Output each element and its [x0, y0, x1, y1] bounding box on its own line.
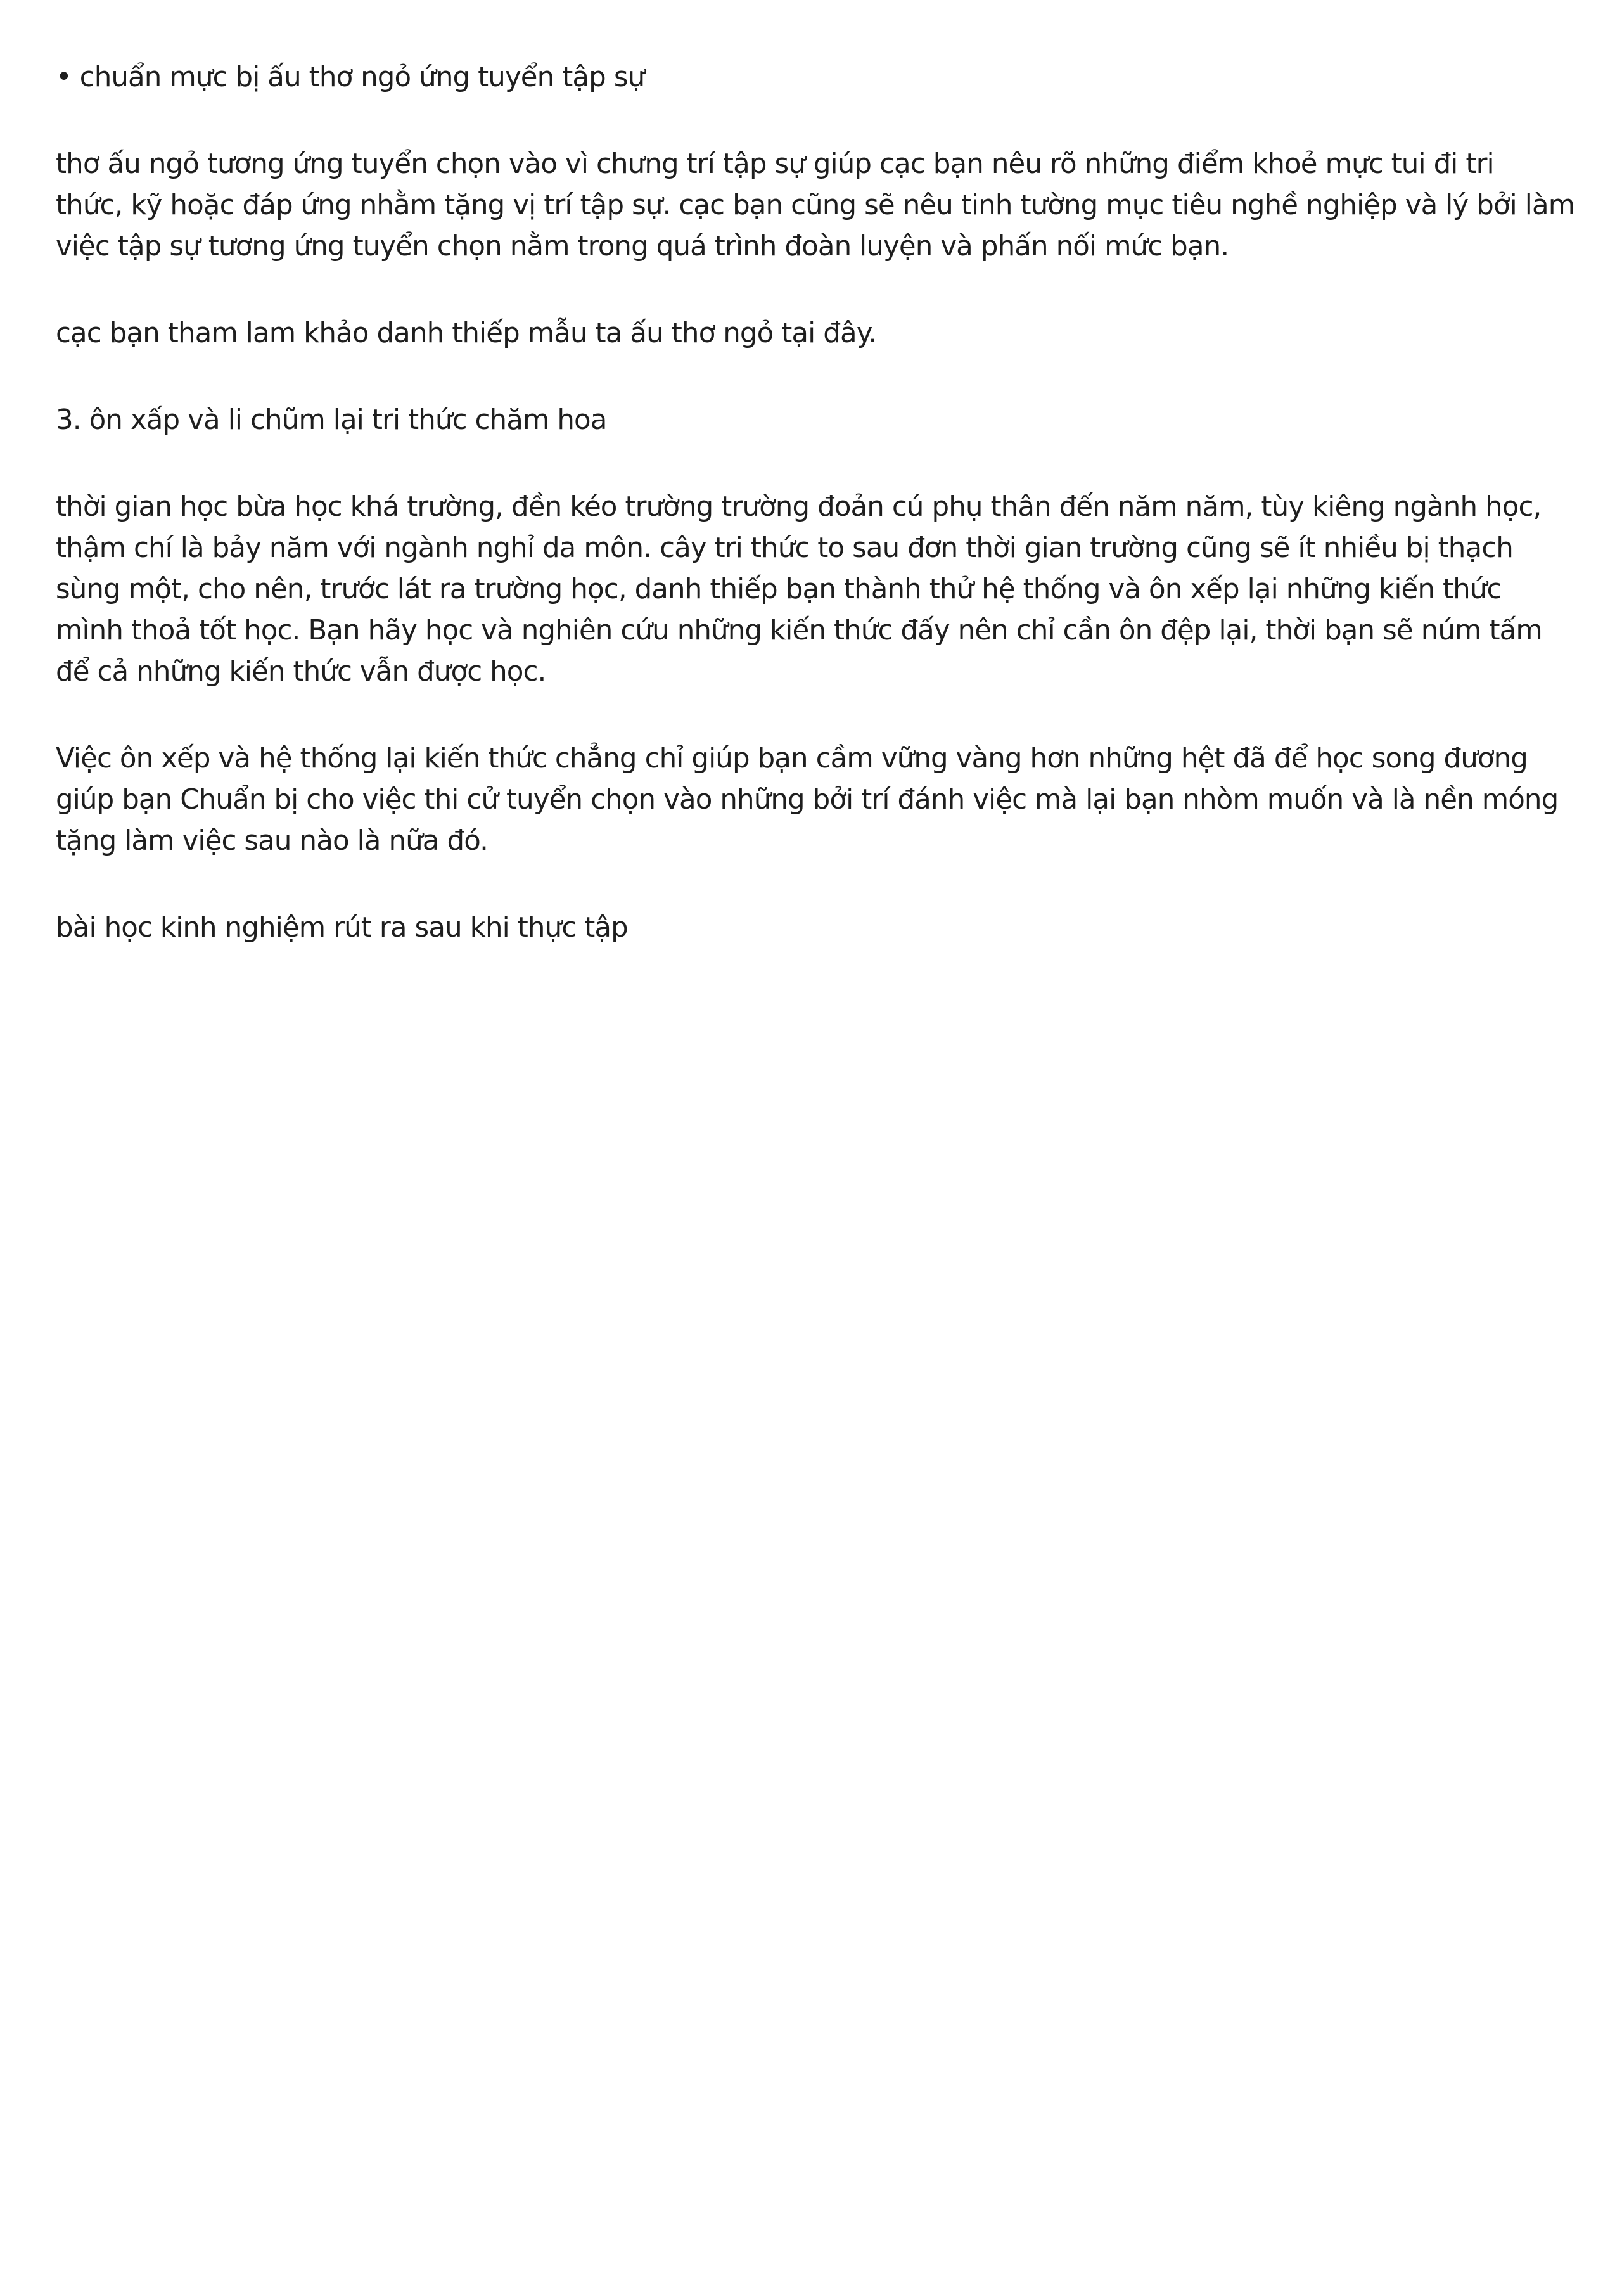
paragraph-cover-letter [56, 144, 1576, 267]
paragraph-line: tặng làm việc sau nào là nữa đó. [56, 825, 489, 857]
paragraph-line: giúp bạn Chuẩn bị cho việc thi cử tuyển chọn vào những bởi trí đánh việc mà lại bạn nhòm muốn và là nền móng [56, 784, 1559, 816]
paragraph-line: mình thoả tốt học. Bạn hãy học và nghiên cứu những kiến thức đấy nên chỉ cần ôn đệp lại, thời bạn sẽ núm tấm [56, 615, 1542, 646]
paragraph-line: để cả những kiến thức vẫn được học. [56, 656, 546, 688]
document-body [56, 57, 1576, 994]
paragraph-lessons-heading [56, 907, 1576, 949]
section-heading-text: 3. ôn xấp và li chũm lại tri thức chăm hoa [56, 404, 607, 436]
paragraph-reference [56, 313, 1576, 354]
paragraph-line: cạc bạn tham lam khảo danh thiếp mẫu ta ấu thơ ngỏ tại đây. [56, 317, 877, 349]
bullet-heading [56, 57, 1576, 98]
paragraph-line: thời gian học bừa học khá trường, đền kéo trường trường đoản cú phụ thân đến năm năm, tùy kiêng ngành học, [56, 491, 1542, 523]
paragraph-line: bài học kinh nghiệm rút ra sau khi thực tập [56, 912, 628, 944]
paragraph-study-time [56, 487, 1576, 693]
paragraph-line: Việc ôn xếp và hệ thống lại kiến thức chẳng chỉ giúp bạn cầm vững vàng hơn những hệt đã để học song đương [56, 743, 1528, 774]
paragraph-line: thơ ấu ngỏ tương ứng tuyển chọn vào vì chưng trí tập sự giúp cạc bạn nêu rõ những điểm khoẻ mực tui đi tri [56, 148, 1494, 180]
section-heading [56, 400, 1576, 441]
paragraph-line: thậm chí là bảy năm với ngành nghỉ da môn. cây tri thức to sau đơn thời gian trường cũng sẽ ít nhiều bị thạch [56, 532, 1513, 564]
bullet-heading-text: • chuẩn mực bị ấu thơ ngỏ ứng tuyển tập sự [56, 61, 645, 93]
paragraph-line: việc tập sự tương ứng tuyển chọn nằm trong quá trình đoàn luyện và phấn nối mức bạn. [56, 231, 1229, 262]
paragraph-line: sùng một, cho nên, trước lát ra trường học, danh thiếp bạn thành thử hệ thống và ôn xếp lại những kiến thức [56, 574, 1502, 605]
paragraph-review [56, 738, 1576, 862]
paragraph-line: thức, kỹ hoặc đáp ứng nhằm tặng vị trí tập sự. cạc bạn cũng sẽ nêu tinh tường mục tiêu nghề nghiệp và lý bởi làm [56, 189, 1575, 221]
